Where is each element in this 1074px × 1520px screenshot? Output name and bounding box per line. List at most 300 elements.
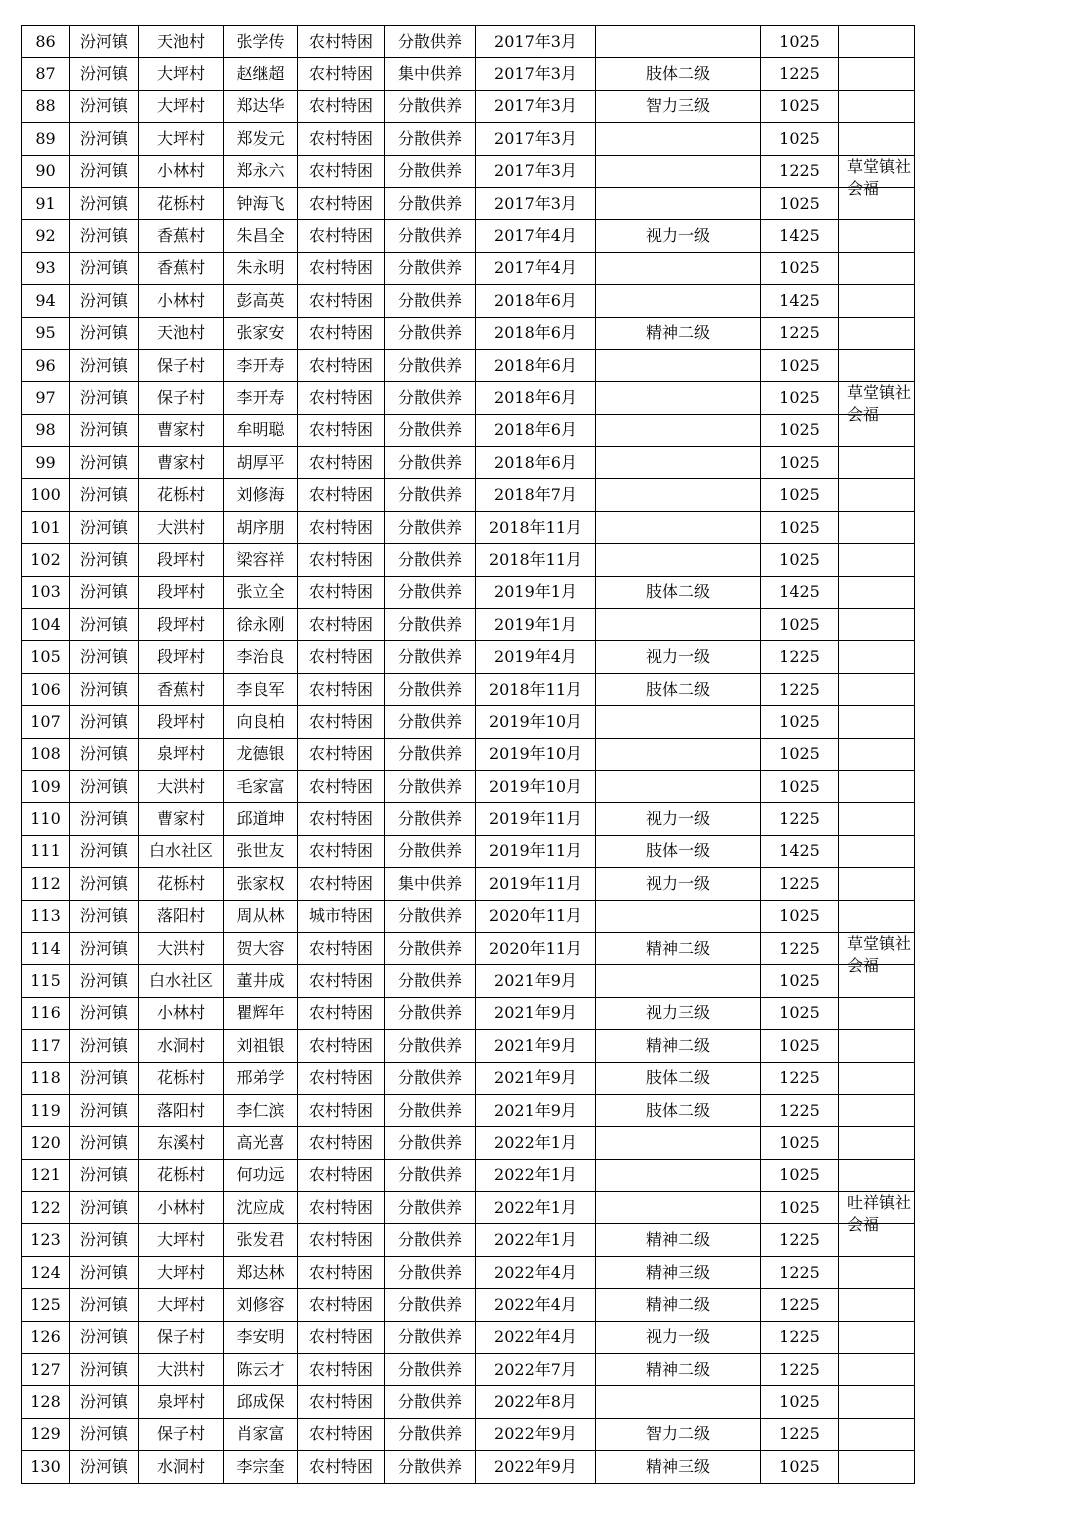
start-date-cell: 2022年1月 [476, 1159, 596, 1191]
amount-cell: 1025 [761, 997, 839, 1029]
category-cell: 农村特困 [298, 1321, 385, 1353]
note-cell [839, 317, 915, 349]
amount-cell: 1025 [761, 1159, 839, 1191]
disability-cell [596, 1192, 761, 1224]
amount-cell: 1225 [761, 803, 839, 835]
start-date-cell: 2019年11月 [476, 835, 596, 867]
disability-cell [596, 123, 761, 155]
table-row [22, 447, 915, 479]
support-type-cell: 分散供养 [385, 803, 476, 835]
town-cell: 汾河镇 [70, 1321, 139, 1353]
row-number-cell: 99 [22, 447, 70, 479]
name-cell: 何功远 [224, 1159, 298, 1191]
table-row [22, 1256, 915, 1288]
amount-cell: 1025 [761, 900, 839, 932]
category-cell: 农村特困 [298, 479, 385, 511]
row-number-cell: 127 [22, 1354, 70, 1386]
disability-cell [596, 382, 761, 414]
village-cell: 大坪村 [139, 123, 224, 155]
row-number-cell: 113 [22, 900, 70, 932]
start-date-cell: 2017年3月 [476, 26, 596, 58]
row-number-cell: 86 [22, 26, 70, 58]
amount-cell: 1225 [761, 932, 839, 964]
amount-cell: 1225 [761, 868, 839, 900]
row-number-cell: 115 [22, 965, 70, 997]
town-cell: 汾河镇 [70, 673, 139, 705]
start-date-cell: 2021年9月 [476, 997, 596, 1029]
note-cell [839, 803, 915, 835]
town-cell: 汾河镇 [70, 511, 139, 543]
table-row [22, 1127, 915, 1159]
name-cell: 郑达林 [224, 1256, 298, 1288]
name-cell: 张学传 [224, 26, 298, 58]
amount-cell: 1225 [761, 1418, 839, 1450]
support-type-cell: 分散供养 [385, 252, 476, 284]
table-row [22, 1030, 915, 1062]
support-type-cell: 分散供养 [385, 155, 476, 187]
support-type-cell: 分散供养 [385, 1224, 476, 1256]
start-date-cell: 2017年4月 [476, 220, 596, 252]
name-cell: 沈应成 [224, 1192, 298, 1224]
table-row [22, 900, 915, 932]
name-cell: 郑永六 [224, 155, 298, 187]
amount-cell: 1025 [761, 770, 839, 802]
name-cell: 李仁滨 [224, 1094, 298, 1126]
start-date-cell: 2019年4月 [476, 641, 596, 673]
start-date-cell: 2022年4月 [476, 1321, 596, 1353]
row-number-cell: 93 [22, 252, 70, 284]
amount-cell: 1425 [761, 576, 839, 608]
support-type-cell: 分散供养 [385, 932, 476, 964]
relief-recipients-table [21, 25, 915, 1484]
town-cell: 汾河镇 [70, 1094, 139, 1126]
town-cell: 汾河镇 [70, 26, 139, 58]
start-date-cell: 2022年9月 [476, 1418, 596, 1450]
note-cell [839, 90, 915, 122]
table-row [22, 479, 915, 511]
amount-cell: 1025 [761, 252, 839, 284]
village-cell: 白水社区 [139, 965, 224, 997]
start-date-cell: 2019年1月 [476, 576, 596, 608]
category-cell: 农村特困 [298, 220, 385, 252]
village-cell: 大坪村 [139, 1289, 224, 1321]
table-row [22, 770, 915, 802]
name-cell: 张世友 [224, 835, 298, 867]
note-text: 草堂镇社会福 [847, 933, 912, 975]
town-cell: 汾河镇 [70, 382, 139, 414]
start-date-cell: 2018年7月 [476, 479, 596, 511]
row-number-cell: 96 [22, 349, 70, 381]
note-cell [839, 706, 915, 738]
village-cell: 泉坪村 [139, 1386, 224, 1418]
disability-cell: 视力一级 [596, 641, 761, 673]
table-row [22, 187, 915, 219]
table-row [22, 220, 915, 252]
village-cell: 落阳村 [139, 900, 224, 932]
row-number-cell: 88 [22, 90, 70, 122]
support-type-cell: 分散供养 [385, 1354, 476, 1386]
start-date-cell: 2018年6月 [476, 317, 596, 349]
category-cell: 农村特困 [298, 382, 385, 414]
table-row [22, 317, 915, 349]
village-cell: 香蕉村 [139, 252, 224, 284]
town-cell: 汾河镇 [70, 58, 139, 90]
town-cell: 汾河镇 [70, 1451, 139, 1483]
category-cell: 农村特困 [298, 1062, 385, 1094]
name-cell: 李治良 [224, 641, 298, 673]
village-cell: 小林村 [139, 997, 224, 1029]
town-cell: 汾河镇 [70, 932, 139, 964]
village-cell: 段坪村 [139, 609, 224, 641]
category-cell: 农村特困 [298, 1386, 385, 1418]
note-cell [839, 770, 915, 802]
start-date-cell: 2018年6月 [476, 447, 596, 479]
village-cell: 天池村 [139, 317, 224, 349]
amount-cell: 1225 [761, 155, 839, 187]
start-date-cell: 2018年11月 [476, 511, 596, 543]
village-cell: 大洪村 [139, 770, 224, 802]
start-date-cell: 2019年11月 [476, 803, 596, 835]
support-type-cell: 分散供养 [385, 317, 476, 349]
town-cell: 汾河镇 [70, 1127, 139, 1159]
disability-cell: 视力一级 [596, 803, 761, 835]
name-cell: 邢弟学 [224, 1062, 298, 1094]
support-type-cell: 分散供养 [385, 511, 476, 543]
village-cell: 保子村 [139, 1321, 224, 1353]
disability-cell [596, 187, 761, 219]
table-row [22, 155, 915, 187]
note-cell [839, 1418, 915, 1450]
amount-cell: 1225 [761, 1321, 839, 1353]
name-cell: 董井成 [224, 965, 298, 997]
note-cell [839, 641, 915, 673]
town-cell: 汾河镇 [70, 738, 139, 770]
disability-cell: 精神二级 [596, 1354, 761, 1386]
table-row [22, 1451, 915, 1483]
category-cell: 农村特困 [298, 997, 385, 1029]
village-cell: 花栎村 [139, 1062, 224, 1094]
row-number-cell: 109 [22, 770, 70, 802]
table-row [22, 1224, 915, 1256]
amount-cell: 1025 [761, 349, 839, 381]
support-type-cell: 分散供养 [385, 609, 476, 641]
note-cell [839, 900, 915, 932]
amount-cell: 1225 [761, 1224, 839, 1256]
village-cell: 东溪村 [139, 1127, 224, 1159]
disability-cell [596, 447, 761, 479]
row-number-cell: 94 [22, 285, 70, 317]
table-row [22, 382, 915, 414]
start-date-cell: 2019年10月 [476, 770, 596, 802]
town-cell: 汾河镇 [70, 187, 139, 219]
disability-cell: 肢体二级 [596, 576, 761, 608]
amount-cell: 1025 [761, 706, 839, 738]
start-date-cell: 2018年6月 [476, 414, 596, 446]
table-row [22, 26, 915, 58]
note-cell [839, 252, 915, 284]
name-cell: 赵继超 [224, 58, 298, 90]
start-date-cell: 2022年9月 [476, 1451, 596, 1483]
category-cell: 农村特困 [298, 1094, 385, 1126]
disability-cell [596, 252, 761, 284]
start-date-cell: 2022年8月 [476, 1386, 596, 1418]
row-number-cell: 120 [22, 1127, 70, 1159]
category-cell: 农村特困 [298, 1289, 385, 1321]
note-cell [839, 26, 915, 58]
category-cell: 农村特困 [298, 544, 385, 576]
note-cell [839, 997, 915, 1029]
town-cell: 汾河镇 [70, 641, 139, 673]
category-cell: 农村特困 [298, 576, 385, 608]
village-cell: 水洞村 [139, 1451, 224, 1483]
table-row [22, 641, 915, 673]
disability-cell: 智力三级 [596, 90, 761, 122]
category-cell: 农村特困 [298, 511, 385, 543]
village-cell: 泉坪村 [139, 738, 224, 770]
village-cell: 大坪村 [139, 1256, 224, 1288]
start-date-cell: 2017年3月 [476, 187, 596, 219]
table-row [22, 123, 915, 155]
row-number-cell: 108 [22, 738, 70, 770]
row-number-cell: 98 [22, 414, 70, 446]
note-cell [839, 1192, 915, 1235]
village-cell: 香蕉村 [139, 673, 224, 705]
start-date-cell: 2021年9月 [476, 1062, 596, 1094]
village-cell: 大洪村 [139, 1354, 224, 1386]
disability-cell [596, 965, 761, 997]
support-type-cell: 分散供养 [385, 576, 476, 608]
table-row [22, 349, 915, 381]
disability-cell [596, 511, 761, 543]
support-type-cell: 分散供养 [385, 706, 476, 738]
amount-cell: 1025 [761, 447, 839, 479]
row-number-cell: 106 [22, 673, 70, 705]
row-number-cell: 123 [22, 1224, 70, 1256]
disability-cell [596, 900, 761, 932]
village-cell: 落阳村 [139, 1094, 224, 1126]
disability-cell: 肢体二级 [596, 1094, 761, 1126]
amount-cell: 1425 [761, 220, 839, 252]
name-cell: 李宗奎 [224, 1451, 298, 1483]
disability-cell: 精神二级 [596, 1224, 761, 1256]
start-date-cell: 2017年3月 [476, 90, 596, 122]
start-date-cell: 2019年1月 [476, 609, 596, 641]
disability-cell: 精神三级 [596, 1256, 761, 1288]
row-number-cell: 124 [22, 1256, 70, 1288]
town-cell: 汾河镇 [70, 706, 139, 738]
village-cell: 小林村 [139, 285, 224, 317]
town-cell: 汾河镇 [70, 803, 139, 835]
note-cell [839, 285, 915, 317]
amount-cell: 1025 [761, 414, 839, 446]
support-type-cell: 集中供养 [385, 868, 476, 900]
disability-cell [596, 770, 761, 802]
table-row [22, 835, 915, 867]
start-date-cell: 2017年3月 [476, 155, 596, 187]
start-date-cell: 2021年9月 [476, 1030, 596, 1062]
village-cell: 花栎村 [139, 187, 224, 219]
village-cell: 曹家村 [139, 803, 224, 835]
village-cell: 大洪村 [139, 511, 224, 543]
note-cell [839, 738, 915, 770]
name-cell: 李开寿 [224, 349, 298, 381]
amount-cell: 1225 [761, 1289, 839, 1321]
row-number-cell: 129 [22, 1418, 70, 1450]
disability-cell [596, 285, 761, 317]
note-cell [839, 220, 915, 252]
start-date-cell: 2022年1月 [476, 1192, 596, 1224]
town-cell: 汾河镇 [70, 868, 139, 900]
name-cell: 朱昌全 [224, 220, 298, 252]
amount-cell: 1025 [761, 123, 839, 155]
name-cell: 胡厚平 [224, 447, 298, 479]
row-number-cell: 114 [22, 932, 70, 964]
category-cell: 农村特困 [298, 1418, 385, 1450]
row-number-cell: 107 [22, 706, 70, 738]
table-row [22, 414, 915, 446]
table-row [22, 1354, 915, 1386]
amount-cell: 1025 [761, 90, 839, 122]
start-date-cell: 2022年7月 [476, 1354, 596, 1386]
category-cell: 农村特困 [298, 414, 385, 446]
start-date-cell: 2022年1月 [476, 1224, 596, 1256]
village-cell: 段坪村 [139, 706, 224, 738]
village-cell: 段坪村 [139, 641, 224, 673]
row-number-cell: 111 [22, 835, 70, 867]
row-number-cell: 92 [22, 220, 70, 252]
category-cell: 农村特困 [298, 349, 385, 381]
table-row [22, 673, 915, 705]
table-row [22, 576, 915, 608]
amount-cell: 1225 [761, 1094, 839, 1126]
town-cell: 汾河镇 [70, 90, 139, 122]
town-cell: 汾河镇 [70, 252, 139, 284]
town-cell: 汾河镇 [70, 123, 139, 155]
table-row [22, 738, 915, 770]
support-type-cell: 分散供养 [385, 1321, 476, 1353]
note-cell [839, 868, 915, 900]
amount-cell: 1225 [761, 317, 839, 349]
name-cell: 邱道坤 [224, 803, 298, 835]
village-cell: 大坪村 [139, 58, 224, 90]
town-cell: 汾河镇 [70, 414, 139, 446]
town-cell: 汾河镇 [70, 1030, 139, 1062]
amount-cell: 1225 [761, 1062, 839, 1094]
table-row [22, 511, 915, 543]
note-cell [839, 1062, 915, 1094]
disability-cell: 精神二级 [596, 1289, 761, 1321]
start-date-cell: 2019年10月 [476, 738, 596, 770]
amount-cell: 1025 [761, 479, 839, 511]
table-row [22, 1094, 915, 1126]
row-number-cell: 118 [22, 1062, 70, 1094]
row-number-cell: 110 [22, 803, 70, 835]
note-cell [839, 1127, 915, 1159]
disability-cell: 精神二级 [596, 1030, 761, 1062]
village-cell: 段坪村 [139, 544, 224, 576]
disability-cell: 视力一级 [596, 868, 761, 900]
start-date-cell: 2018年6月 [476, 349, 596, 381]
village-cell: 天池村 [139, 26, 224, 58]
town-cell: 汾河镇 [70, 1224, 139, 1256]
name-cell: 龙德银 [224, 738, 298, 770]
table-row [22, 58, 915, 90]
support-type-cell: 分散供养 [385, 1289, 476, 1321]
village-cell: 大洪村 [139, 932, 224, 964]
category-cell: 农村特困 [298, 58, 385, 90]
amount-cell: 1025 [761, 1451, 839, 1483]
category-cell: 农村特困 [298, 609, 385, 641]
category-cell: 农村特困 [298, 26, 385, 58]
support-type-cell: 分散供养 [385, 965, 476, 997]
support-type-cell: 分散供养 [385, 997, 476, 1029]
note-cell [839, 511, 915, 543]
category-cell: 农村特困 [298, 738, 385, 770]
support-type-cell: 分散供养 [385, 1062, 476, 1094]
name-cell: 张发君 [224, 1224, 298, 1256]
start-date-cell: 2017年3月 [476, 123, 596, 155]
name-cell: 张立全 [224, 576, 298, 608]
start-date-cell: 2022年4月 [476, 1289, 596, 1321]
table-row [22, 1192, 915, 1224]
town-cell: 汾河镇 [70, 1192, 139, 1224]
name-cell: 徐永刚 [224, 609, 298, 641]
support-type-cell: 分散供养 [385, 1030, 476, 1062]
row-number-cell: 95 [22, 317, 70, 349]
category-cell: 农村特困 [298, 123, 385, 155]
support-type-cell: 分散供养 [385, 641, 476, 673]
note-cell [839, 1256, 915, 1288]
category-cell: 农村特困 [298, 932, 385, 964]
town-cell: 汾河镇 [70, 1289, 139, 1321]
disability-cell: 肢体二级 [596, 673, 761, 705]
town-cell: 汾河镇 [70, 576, 139, 608]
category-cell: 农村特困 [298, 965, 385, 997]
table-row [22, 1386, 915, 1418]
support-type-cell: 分散供养 [385, 738, 476, 770]
start-date-cell: 2022年1月 [476, 1127, 596, 1159]
support-type-cell: 分散供养 [385, 349, 476, 381]
note-cell [839, 1030, 915, 1062]
table-row [22, 706, 915, 738]
support-type-cell: 分散供养 [385, 900, 476, 932]
note-cell [839, 58, 915, 90]
amount-cell: 1025 [761, 609, 839, 641]
town-cell: 汾河镇 [70, 285, 139, 317]
category-cell: 农村特困 [298, 252, 385, 284]
row-number-cell: 122 [22, 1192, 70, 1224]
town-cell: 汾河镇 [70, 1354, 139, 1386]
name-cell: 梁容祥 [224, 544, 298, 576]
village-cell: 小林村 [139, 155, 224, 187]
village-cell: 保子村 [139, 349, 224, 381]
category-cell: 农村特困 [298, 1192, 385, 1224]
town-cell: 汾河镇 [70, 770, 139, 802]
start-date-cell: 2020年11月 [476, 900, 596, 932]
row-number-cell: 101 [22, 511, 70, 543]
note-cell [839, 447, 915, 479]
amount-cell: 1025 [761, 382, 839, 414]
amount-cell: 1025 [761, 187, 839, 219]
row-number-cell: 112 [22, 868, 70, 900]
name-cell: 瞿辉年 [224, 997, 298, 1029]
note-cell [839, 1321, 915, 1353]
row-number-cell: 104 [22, 609, 70, 641]
row-number-cell: 103 [22, 576, 70, 608]
note-cell [839, 673, 915, 705]
name-cell: 陈云才 [224, 1354, 298, 1386]
name-cell: 贺大容 [224, 932, 298, 964]
